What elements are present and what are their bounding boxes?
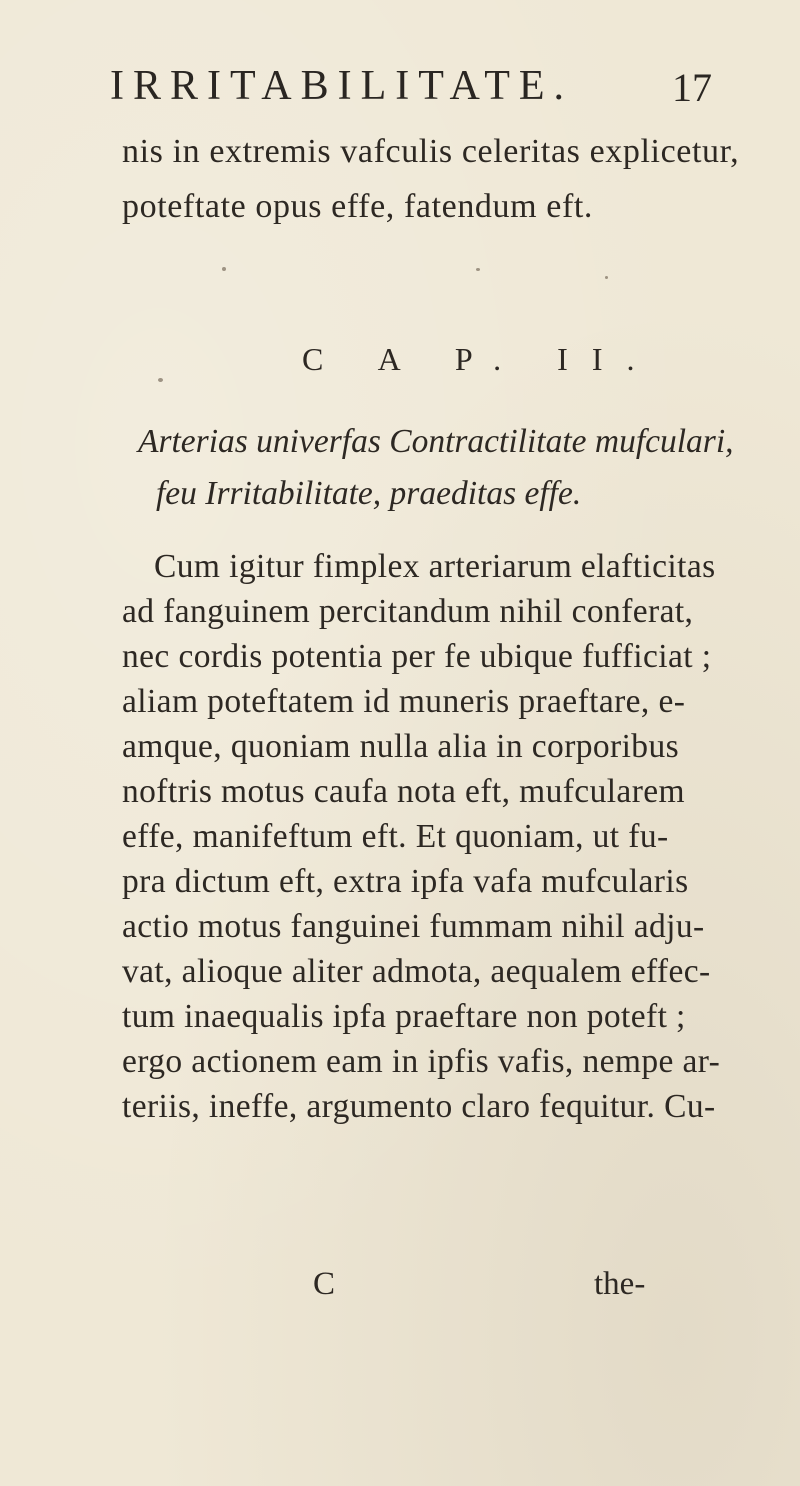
signature-mark: C: [313, 1266, 336, 1302]
chapter-heading-line-1: Arterias univerfas Contractilitate mufculari,: [138, 423, 734, 460]
chapter-label: C A P. II.: [302, 341, 659, 377]
text-line: effe, manifeftum eft. Et quoniam, ut fu-: [122, 818, 669, 855]
ink-speck: [476, 268, 480, 271]
text-line: nis in extremis vafculis celeritas explicetur,: [122, 133, 740, 170]
text-line: ergo actionem eam in ipfis vafis, nempe ar-: [122, 1043, 721, 1080]
text-line: noftris motus caufa nota eft, mufcularem: [122, 773, 685, 810]
text-line: vat, alioque aliter admota, aequalem effec-: [122, 953, 711, 990]
text-line: pra dictum eft, extra ipfa vafa mufcularis: [122, 863, 689, 900]
running-title: IRRITABILITATE.: [110, 63, 574, 109]
running-head: [110, 62, 710, 112]
ink-speck: [605, 276, 608, 279]
text-line: ad fanguinem percitandum nihil conferat,: [122, 593, 694, 630]
text-line: poteftate opus effe, fatendum eft.: [122, 188, 594, 225]
text-line: amque, quoniam nulla alia in corporibus: [122, 728, 680, 765]
catchword: the-: [594, 1266, 646, 1302]
text-line: actio motus fanguinei fummam nihil adju-: [122, 908, 705, 945]
text-line: tum inaequalis ipfa praeftare non poteft ;: [122, 998, 686, 1035]
chapter-heading-line-2: feu Irritabilitate, praeditas effe.: [156, 475, 582, 512]
page-number: 17: [672, 65, 712, 110]
text-line: aliam poteftatem id muneris praeftare, e-: [122, 683, 686, 720]
ink-speck: [222, 267, 226, 271]
text-line: nec cordis potentia per fe ubique fufficiat ;: [122, 638, 712, 675]
text-line: Cum igitur fimplex arteriarum elafticitas: [154, 548, 716, 585]
ink-speck: [158, 378, 163, 382]
text-line: teriis, ineffe, argumento claro fequitur. Cu-: [122, 1088, 716, 1125]
